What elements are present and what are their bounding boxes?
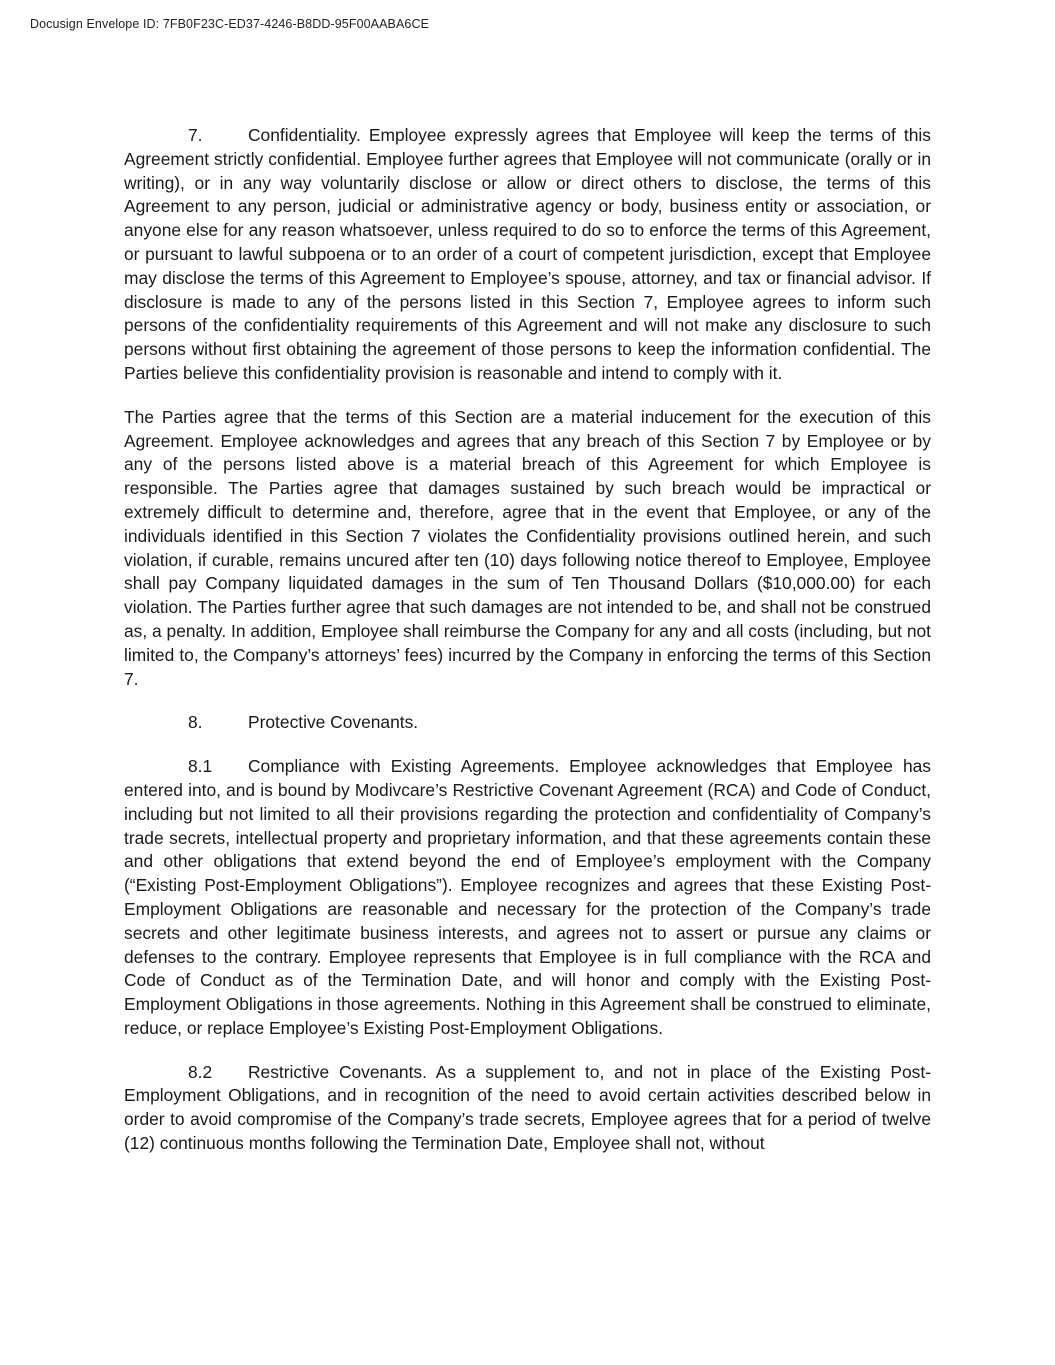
section-8-2-paragraph (124, 1061, 931, 1156)
section-8-1-number: 8.1 (188, 756, 213, 777)
section-8-1-title: Compliance with Existing Agreements. (248, 756, 560, 777)
section-7-title: Confidentiality. (248, 125, 361, 145)
docusign-envelope-id: Docusign Envelope ID: 7FB0F23C-ED37-4246-B8DD-95F00AABA6CE (30, 17, 430, 31)
section-8-title: Protective Covenants. (248, 712, 419, 733)
section-7-number: 7. (188, 125, 203, 145)
section-8-2-number: 8.2 (188, 1061, 213, 1082)
section-8-2-text: As a supplement to, and not in place of the Existing Post-Employment Obligations, and in recognition of the need to avoid certain activities described below in order to avoid compromise of the Company’s trade secrets, Employee agrees that for a period of twelve (12) continuous months following the Termination Date, Employee shall not, without (124, 1061, 931, 1154)
section-7-paragraph (124, 124, 931, 386)
section-8-2-title: Restrictive Covenants. (248, 1061, 427, 1082)
section-8-number: 8. (188, 712, 203, 733)
section-8-1-text: Employee acknowledges that Employee has entered into, and is bound by Modivcare’s Restrictive Covenant Agreement (RCA) and Code of Conduct, including but not limited to all their provisions regarding the protection and confidentiality of Company’s trade secrets, intellectual property and proprietary information, and that these agreements contain these and other obligations that extend beyond the end of Employee’s employment with the Company (“Existing Post-Employment Obligations”). Employee recognizes and agrees that these Existing Post-Employment Obligations are reasonable and necessary for the protection of the Company’s trade secrets and other legitimate business interests, and agrees not to assert or pursue any claims or defenses to the contrary. Employee represents that Employee is in full compliance with the RCA and Code of Conduct as of the Termination Date, and will honor and comply with the Existing Post-Employment Obligations in those agreements. Nothing in this Agreement shall be construed to eliminate, reduce, or replace Employee’s Existing Post-Employment Obligations. (124, 756, 931, 1038)
section-7-paragraph-2: The Parties agree that the terms of this Section are a material inducement for the execution of this Agreement. Employee acknowledges and agrees that any breach of this Section 7 by Employee or by any of the persons listed above is a material breach of this Agreement for which Employee is responsible. The Parties agree that damages sustained by such breach would be impractical or extremely difficult to determine and, therefore, agree that in the event that Employee, or any of the individuals identified in this Section 7 violates the Confidentiality provisions outlined herein, and such violation, if curable, remains uncured after ten (10) days following notice thereof to Employee, Employee shall pay Company liquidated damages in the sum of Ten Thousand Dollars ($10,000.00) for each violation. The Parties further agree that such damages are not intended to be, and shall not be construed as, a penalty. In addition, Employee shall reimburse the Company for any and all costs (including, but not limited to, the Company’s attorneys’ fees) incurred by the Company in enforcing the terms of this Section 7. (124, 406, 931, 689)
section-8-1-paragraph (124, 755, 931, 1041)
section-7-text: Employee expressly agrees that Employee will keep the terms of this Agreement strictly confidential. Employee further agrees that Employee will not communicate (orally or in writing), or in any way voluntarily disclose or allow or direct others to disclose, the terms of this Agreement to any person, judicial or administrative agency or body, business entity or association, or anyone else for any reason whatsoever, unless required to do so to enforce the terms of this Agreement, or pursuant to lawful subpoena or to an order of a court of competent jurisdiction, except that Employee may disclose the terms of this Agreement to Employee’s spouse, attorney, and tax or financial advisor. If disclosure is made to any of the persons listed in this Section 7, Employee agrees to inform such persons of the confidentiality requirements of this Agreement and will not make any disclosure to such persons without first obtaining the agreement of those persons to keep the information confidential. The Parties believe this confidentiality provision is reasonable and intend to comply with it. (124, 125, 931, 383)
document-body (124, 124, 931, 1156)
section-8-heading (124, 711, 931, 735)
